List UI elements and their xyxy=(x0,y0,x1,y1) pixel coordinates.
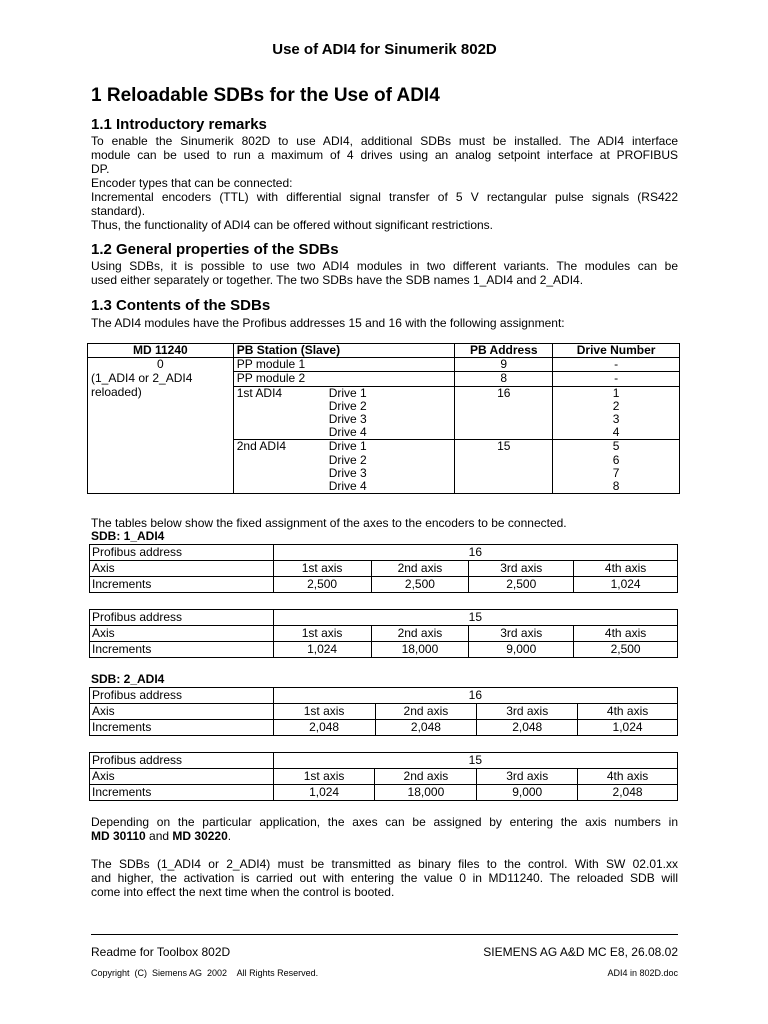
increments-cell: 1,024 xyxy=(273,785,375,801)
table-row xyxy=(90,561,678,577)
document-title: Use of ADI4 for Sinumerik 802D xyxy=(272,41,497,58)
adi1-drive-1 xyxy=(233,386,455,400)
text-line: and higher, the activation is carried out with entering the value 0 in MD11240. The reloaded SDB will xyxy=(91,871,678,885)
drive-label: Drive 2 xyxy=(328,398,367,413)
sdb-2-label: SDB: 2_ADI4 xyxy=(91,672,165,686)
axis-cell: 3rd axis xyxy=(477,704,578,720)
profibus-address: 15 xyxy=(273,753,677,769)
text-line: Encoder types that can be connected: xyxy=(91,176,293,190)
row-label: Axis xyxy=(90,626,274,642)
drive-number: 7 xyxy=(553,467,680,480)
table-row xyxy=(88,426,680,440)
drive-label: Drive 3 xyxy=(328,412,367,427)
text-line: module can be used to run a maximum of 4 drives using an analog setpoint interface at PROFIBUS xyxy=(91,148,678,162)
section-heading-1: 1 Reloadable SDBs for the Use of ADI4 xyxy=(91,85,440,106)
axis-cell: 4th axis xyxy=(578,769,678,785)
table-row xyxy=(88,358,680,372)
table-row xyxy=(88,467,680,480)
text-line: standard). xyxy=(91,204,146,218)
drive-label: Drive 3 xyxy=(328,465,367,480)
heading-general-properties: 1.2 General properties of the SDBs xyxy=(91,241,339,258)
pp2-drive: - xyxy=(553,372,680,386)
axis-cell: 1st axis xyxy=(273,561,371,577)
heading-intro-remarks: 1.1 Introductory remarks xyxy=(91,116,267,133)
adi2-label: 2nd ADI4 xyxy=(236,439,287,454)
row-label: Increments xyxy=(90,642,274,658)
increments-cell: 1,024 xyxy=(574,577,678,593)
md-30220: MD 30220 xyxy=(172,829,228,843)
axis-cell: 3rd axis xyxy=(469,561,574,577)
profibus-address: 15 xyxy=(273,610,677,626)
general-properties-paragraph xyxy=(91,259,678,287)
copyright: Copyright (C) Siemens AG 2002 All Rights Reserved. xyxy=(91,968,319,978)
text-line: To enable the Sinumerik 802D to use ADI4, additional SDBs must be installed. The ADI4 interface xyxy=(91,134,678,148)
drive-number: 8 xyxy=(553,480,680,494)
table-row xyxy=(88,372,680,386)
header-pb-station: PB Station (Slave) xyxy=(233,344,455,358)
drive-number: 1 xyxy=(553,386,680,400)
increments-cell: 9,000 xyxy=(477,785,578,801)
text-fragment: and xyxy=(145,829,173,843)
increments-cell: 1,024 xyxy=(273,642,371,658)
sdb-1-label: SDB: 1_ADI4 xyxy=(91,529,165,543)
closing-paragraph-1 xyxy=(91,815,678,843)
text-line: Thus, the functionality of ADI4 can be offered without significant restrictions. xyxy=(91,218,493,232)
increments-cell: 18,000 xyxy=(375,785,477,801)
increments-cell: 2,048 xyxy=(375,720,477,736)
table-row xyxy=(90,785,678,801)
md-value: 0 xyxy=(88,358,234,372)
axis-cell: 4th axis xyxy=(578,704,678,720)
text-line: The tables below show the fixed assignment of the axes to the encoders to be connected. xyxy=(91,516,567,530)
row-label: Axis xyxy=(90,561,274,577)
pp1-address: 9 xyxy=(455,358,553,372)
drive-number: 2 xyxy=(553,400,680,413)
header-drive-number: Drive Number xyxy=(553,344,680,358)
axis-cell: 4th axis xyxy=(574,561,678,577)
axis-cell: 3rd axis xyxy=(477,769,578,785)
table-row xyxy=(88,386,680,400)
table-row xyxy=(88,480,680,494)
drive-label: Drive 1 xyxy=(328,439,367,454)
drive-label: Drive 2 xyxy=(328,452,367,467)
increments-cell: 2,500 xyxy=(273,577,371,593)
axis-cell: 4th axis xyxy=(574,626,678,642)
axis-cell: 1st axis xyxy=(273,626,371,642)
table-row xyxy=(88,454,680,467)
contents-paragraph xyxy=(91,316,678,330)
text-line: Depending on the particular application, the axes can be assigned by entering the axis numbers in xyxy=(91,815,678,829)
table-row xyxy=(90,769,678,785)
text-line: Incremental encoders (TTL) with differential signal transfer of 5 V rectangular pulse signals (RS422 xyxy=(91,190,678,204)
sdb2-table-address-15 xyxy=(89,752,678,801)
md-note-2: reloaded) xyxy=(88,386,234,400)
header-md11240: MD 11240 xyxy=(88,344,234,358)
axis-cell: 2nd axis xyxy=(371,626,469,642)
adi1-drive-4 xyxy=(233,426,455,440)
drive-label: Drive 1 xyxy=(328,385,367,400)
axis-cell: 2nd axis xyxy=(371,561,469,577)
adi1-address: 16 xyxy=(455,386,553,400)
axis-cell: 2nd axis xyxy=(375,704,477,720)
drive-number: 6 xyxy=(553,454,680,467)
axis-cell: 1st axis xyxy=(273,769,375,785)
axis-cell: 2nd axis xyxy=(375,769,477,785)
text-line: used either separately or together. The two SDBs have the SDB names 1_ADI4 and 2_ADI4. xyxy=(91,273,584,287)
row-label: Increments xyxy=(90,577,274,593)
sdb1-table-address-16 xyxy=(89,544,678,593)
table-row xyxy=(90,626,678,642)
drive-label: Drive 4 xyxy=(328,425,367,440)
text-line xyxy=(91,829,678,843)
pp-module-2: PP module 2 xyxy=(233,372,455,386)
drive-number: 3 xyxy=(553,413,680,426)
axis-cell: 3rd axis xyxy=(469,626,574,642)
pp-module-1: PP module 1 xyxy=(233,358,455,372)
table-header-row xyxy=(88,344,680,358)
table-row xyxy=(88,400,680,413)
footer-right: SIEMENS AG A&D MC E8, 26.08.02 xyxy=(483,945,678,959)
header-pb-address: PB Address xyxy=(455,344,553,358)
table-row xyxy=(90,642,678,658)
table-row xyxy=(90,545,678,561)
file-name: ADI4 in 802D.doc xyxy=(607,968,678,978)
heading-contents: 1.3 Contents of the SDBs xyxy=(91,297,271,314)
sdb1-table-address-15 xyxy=(89,609,678,658)
row-label: Increments xyxy=(90,785,274,801)
increments-cell: 9,000 xyxy=(469,642,574,658)
table-row xyxy=(90,753,678,769)
pp1-drive: - xyxy=(553,358,680,372)
md-30110: MD 30110 xyxy=(91,829,146,843)
adi1-label: 1st ADI4 xyxy=(236,385,283,400)
table-row xyxy=(90,688,678,704)
drive-number: 4 xyxy=(553,426,680,440)
closing-paragraph-2 xyxy=(91,857,678,899)
text-line: The ADI4 modules have the Profibus addresses 15 and 16 with the following assignment: xyxy=(91,316,565,330)
footer-divider xyxy=(91,934,678,935)
assignment-table xyxy=(87,343,680,494)
adi2-drive-1 xyxy=(233,440,455,454)
axis-cell: 1st axis xyxy=(273,704,375,720)
row-label: Profibus address xyxy=(90,688,274,704)
text-fragment: . xyxy=(227,829,232,843)
adi2-address: 15 xyxy=(455,440,553,454)
footer-left: Readme for Toolbox 802D xyxy=(91,945,231,959)
table-row xyxy=(90,720,678,736)
intro-paragraph xyxy=(91,134,678,232)
drive-number: 5 xyxy=(553,440,680,454)
increments-cell: 2,500 xyxy=(469,577,574,593)
row-label: Axis xyxy=(90,769,274,785)
tables-intro xyxy=(91,516,678,530)
row-label: Axis xyxy=(90,704,274,720)
increments-cell: 2,500 xyxy=(371,577,469,593)
table-row xyxy=(88,440,680,454)
text-line: DP. xyxy=(91,162,110,176)
increments-cell: 2,500 xyxy=(574,642,678,658)
row-label: Profibus address xyxy=(90,610,274,626)
sdb2-table-address-16 xyxy=(89,687,678,736)
row-label: Profibus address xyxy=(90,545,274,561)
text-line: come into effect the next time when the control is booted. xyxy=(91,885,395,899)
text-line: Using SDBs, it is possible to use two ADI4 modules in two different variants. The modules can be xyxy=(91,259,678,273)
pp2-address: 8 xyxy=(455,372,553,386)
row-label: Profibus address xyxy=(90,753,274,769)
table-row xyxy=(90,577,678,593)
adi2-drive-4 xyxy=(233,480,455,494)
profibus-address: 16 xyxy=(273,688,677,704)
table-row xyxy=(88,413,680,426)
table-row xyxy=(90,610,678,626)
increments-cell: 2,048 xyxy=(273,720,375,736)
profibus-address: 16 xyxy=(273,545,677,561)
increments-cell: 2,048 xyxy=(578,785,678,801)
md-note-1: (1_ADI4 or 2_ADI4 xyxy=(88,372,234,386)
table-row xyxy=(90,704,678,720)
increments-cell: 18,000 xyxy=(371,642,469,658)
text-line: The SDBs (1_ADI4 or 2_ADI4) must be transmitted as binary files to the control. With SW 02.01.xx xyxy=(91,857,678,871)
row-label: Increments xyxy=(90,720,274,736)
increments-cell: 1,024 xyxy=(578,720,678,736)
increments-cell: 2,048 xyxy=(477,720,578,736)
drive-label: Drive 4 xyxy=(328,479,367,494)
